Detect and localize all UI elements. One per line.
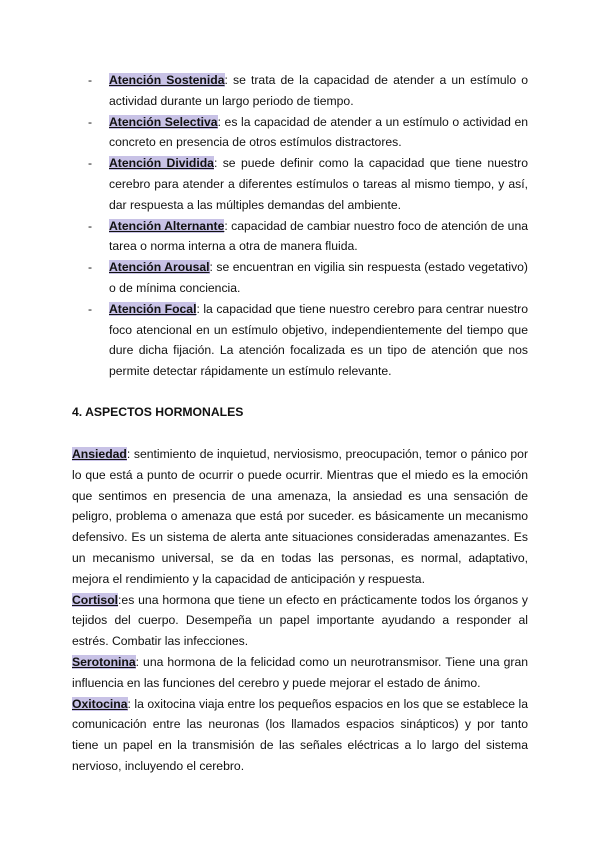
list-item xyxy=(88,112,528,154)
list-item xyxy=(88,257,528,299)
definition-text: : es la capacidad de atender a un estímulo o actividad en concreto en presencia de otros estímulos distractores. xyxy=(109,114,529,150)
bullet-dash: - xyxy=(88,114,93,129)
definition-text: : la oxitocina viaja entre los pequeños espacios en los que se establece la comunicación entre las neuronas (los llamados espacios sinápticos) y por tanto tiene un papel en la transmisión de las señales eléctricas a lo largo del sistema nervioso, incluyendo el cerebro. xyxy=(72,696,528,773)
bullet-dash: - xyxy=(88,260,93,275)
definition-text: :es una hormona que tiene un efecto en prácticamente todos los órganos y tejidos del cuerpo. Desempeña un papel importante ayudando a responder al estrés. Combatir las infecciones. xyxy=(72,592,528,649)
definition-text: : se trata de la capacidad de atender a un estímulo o actividad durante un largo periodo de tiempo. xyxy=(109,73,529,108)
term-label: Atención Sostenida xyxy=(109,73,225,87)
list-item xyxy=(88,70,528,112)
definition-text: : se encuentran en vigilia sin respuesta (estado vegetativo) o de mínima conciencia. xyxy=(109,260,528,295)
bullet-dash: - xyxy=(88,301,93,316)
list-item xyxy=(88,299,528,382)
term-label: Atención Arousal xyxy=(109,260,210,275)
term-label: Cortisol xyxy=(72,592,119,607)
term-label: Oxitocina xyxy=(72,696,128,711)
term-label: Atención Selectiva xyxy=(109,114,218,129)
term-label: Atención Dividida xyxy=(109,156,214,171)
section-heading: 4. ASPECTOS HORMONALES xyxy=(72,405,244,419)
definition-text: : sentimiento de inquietud, nerviosismo, preocupación, temor o pánico por lo que está a punto de ocurrir o puede ocurrir. Mientras que el miedo es la emoción que sentimos en presencia de una amenaza, la ansiedad es una sensación de peligro, problema o amenaza que está por suceder. es básicamente un mecanismo defensivo. Es un sistema de alerta ante situaciones consideradas amenazantes. Es un mecanismo universal, se da en todas las personas, es normal, adaptativo, mejora el rendimiento y la capacidad de anticipación y respuesta. xyxy=(72,447,528,586)
paragraph xyxy=(72,652,528,694)
paragraph xyxy=(72,590,528,652)
list-item xyxy=(88,216,528,258)
bullet-dash: - xyxy=(88,73,93,87)
definition-text: : capacidad de cambiar nuestro foco de atención de una tarea o norma interna a otra de manera fluida. xyxy=(109,218,528,254)
definition-text: : se puede definir como la capacidad que tiene nuestro cerebro para atender a diferentes estímulos o tareas al mismo tiempo, y así, dar respuesta a las múltiples demandas del ambiente. xyxy=(109,156,528,212)
term-label: Atención Alternante xyxy=(109,218,225,233)
paragraph xyxy=(72,694,528,777)
bullet-dash: - xyxy=(88,156,93,171)
attention-types-list xyxy=(88,70,528,382)
term-label: Atención Focal xyxy=(109,301,197,316)
list-item xyxy=(88,153,528,215)
term-label: Ansiedad xyxy=(72,447,127,461)
bullet-dash: - xyxy=(88,218,93,233)
hormones-section xyxy=(72,444,528,777)
definition-text: : una hormona de la felicidad como un neurotransmisor. Tiene una gran influencia en las funciones del cerebro y puede mejorar el estado de ánimo. xyxy=(72,654,528,690)
term-label: Serotonina xyxy=(72,654,136,669)
paragraph xyxy=(72,444,528,590)
definition-text: : la capacidad que tiene nuestro cerebro para centrar nuestro foco atencional en un estímulo objetivo, independientemente del tiempo que dure dicha fijación. La atención focalizada es un tipo de atención que nos permite detectar rápidamente un estímulo relevante. xyxy=(109,301,529,379)
